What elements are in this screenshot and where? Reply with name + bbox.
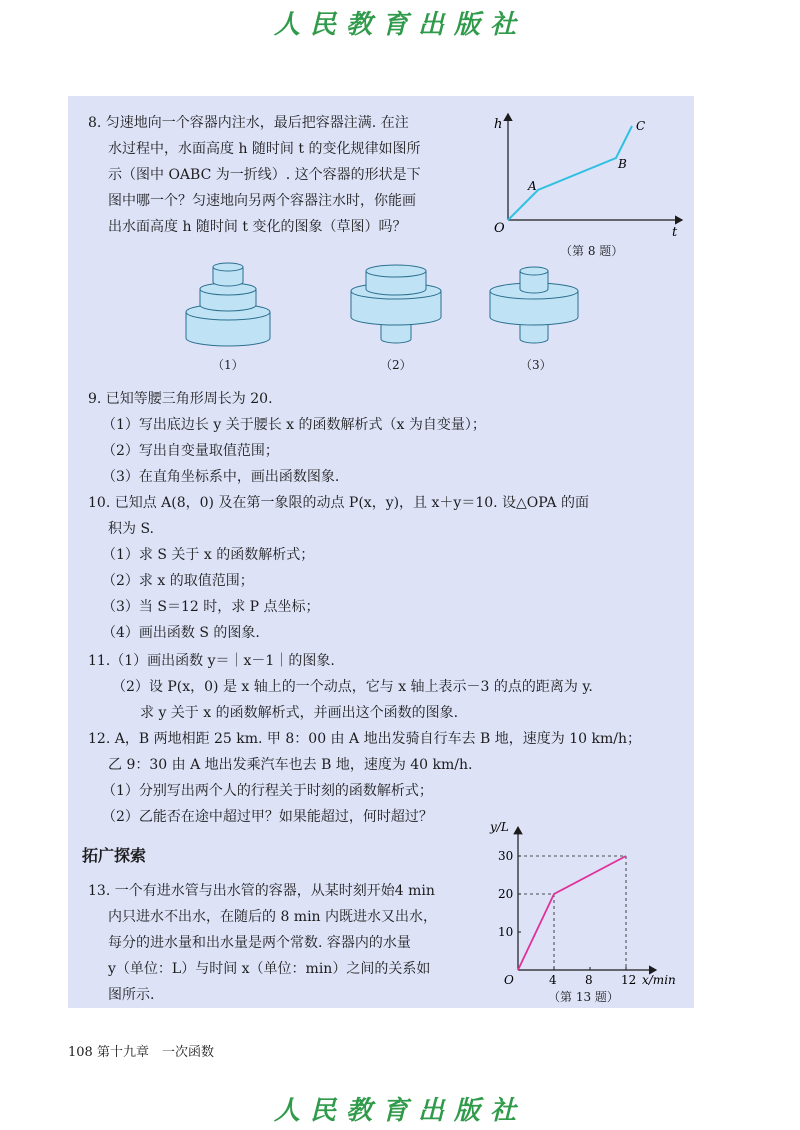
- publisher-watermark-bottom: 人民教育出版社: [273, 1096, 526, 1126]
- q8-label-t: t: [672, 225, 678, 240]
- q10-line-1: 10. 已知点 A(8，0) 及在第一象限的动点 P(x，y)，且 x＋y＝10. 设△OPA 的面: [88, 495, 589, 511]
- q9-line-1: 9. 已知等腰三角形周长为 20.: [88, 391, 273, 407]
- y-axis-label: y/L: [490, 820, 509, 835]
- q10-line-4: （2）求 x 的取值范围；: [102, 573, 254, 589]
- x-tick-label: 4: [549, 973, 557, 987]
- q11-line-1: 11.（1）画出函数 y＝｜x－1｜的图象.: [88, 653, 335, 669]
- q13-chart: [488, 790, 693, 990]
- q8-line-OABC: [508, 126, 632, 220]
- q12-line-2: 乙 9：30 由 A 地出发乘汽车也去 B 地，速度为 40 km/h.: [108, 757, 473, 773]
- q8-containers: [170, 255, 610, 365]
- q8-label-A: A: [528, 179, 537, 193]
- x-tick-label: 12: [621, 973, 637, 987]
- page-number: 108: [68, 1045, 93, 1060]
- q12-line-1: 12. A，B 两地相距 25 km. 甲 8：00 由 A 地出发骑自行车去 B 地，速度为 10 km/h；: [88, 731, 641, 747]
- q11-line-3: 求 y 关于 x 的函数解析式，并画出这个函数的图象.: [140, 705, 459, 721]
- q10-line-2: 积为 S.: [108, 521, 154, 537]
- q13-line-5: 图所示.: [108, 987, 155, 1003]
- q10-line-5: （3）当 S＝12 时，求 P 点坐标；: [102, 599, 320, 615]
- q13-line-4: y（单位：L）与时间 x（单位：min）之间的关系如: [108, 961, 431, 977]
- container-1: [186, 263, 270, 346]
- q8-line-4: 图中哪一个？匀速地向另两个容器注水时，你能画: [108, 193, 416, 209]
- x-axis-label: x/min: [642, 973, 676, 987]
- container-3-label: （3）: [520, 358, 552, 372]
- q8-label-B: B: [618, 157, 627, 171]
- y-tick-label: 20: [498, 887, 514, 901]
- q10-line-6: （4）画出函数 S 的图象.: [102, 625, 260, 641]
- q10-line-3: （1）求 S 关于 x 的函数解析式；: [102, 547, 315, 563]
- origin-label: O: [504, 973, 514, 987]
- y-tick-label: 30: [498, 849, 514, 863]
- y-tick-label: 10: [498, 925, 514, 939]
- q12-line-4: （2）乙能否在途中超过甲？如果能超过，何时超过？: [102, 809, 433, 825]
- container-1-label: （1）: [212, 358, 244, 372]
- page-footer: [68, 1041, 214, 1060]
- q8-graph: [490, 108, 690, 258]
- water-volume-line: [518, 856, 626, 970]
- q9-line-4: （3）在直角坐标系中，画出函数图象.: [102, 469, 340, 485]
- container-2: [351, 265, 441, 343]
- q12-line-3: （1）分别写出两个人的行程关于时刻的函数解析式；: [102, 783, 433, 799]
- q8-label-h: h: [494, 117, 503, 132]
- container-2-label: （2）: [380, 358, 412, 372]
- q13-line-2: 内只进水不出水，在随后的 8 min 内既进水又出水，: [108, 909, 438, 925]
- q8-label-C: C: [636, 119, 646, 133]
- q9-line-2: （1）写出底边长 y 关于腰长 x 的函数解析式（x 为自变量）；: [102, 417, 486, 433]
- q9-line-3: （2）写出自变量取值范围；: [102, 443, 279, 459]
- q8-line-2: 水过程中，水面高度 h 随时间 t 的变化规律如图所: [108, 141, 421, 157]
- x-tick-label: 8: [585, 973, 593, 987]
- q13-caption: （第 13 题）: [548, 990, 619, 1004]
- q8-line-1: 8. 匀速地向一个容器内注水，最后把容器注满. 在注: [88, 115, 409, 131]
- chapter-title: 第十九章 一次函数: [96, 1045, 214, 1060]
- q13-line-3: 每分的进水量和出水量是两个常数. 容器内的水量: [108, 935, 411, 951]
- container-3: [490, 267, 578, 343]
- section-title: 拓广探索: [82, 846, 147, 865]
- q8-line-5: 出水面高度 h 随时间 t 变化的图象（草图）吗？: [108, 219, 407, 235]
- publisher-watermark-top: 人民教育出版社: [273, 10, 526, 40]
- q8-caption: （第 8 题）: [560, 244, 624, 258]
- q8-line-3: 示（图中 OABC 为一折线）. 这个容器的形状是下: [108, 167, 421, 183]
- q13-line-1: 13. 一个有进水管与出水管的容器，从某时刻开始4 min: [88, 883, 435, 899]
- q11-line-2: （2）设 P(x，0) 是 x 轴上的一个动点，它与 x 轴上表示－3 的点的距离为 y.: [112, 679, 593, 695]
- q8-label-O: O: [494, 221, 505, 236]
